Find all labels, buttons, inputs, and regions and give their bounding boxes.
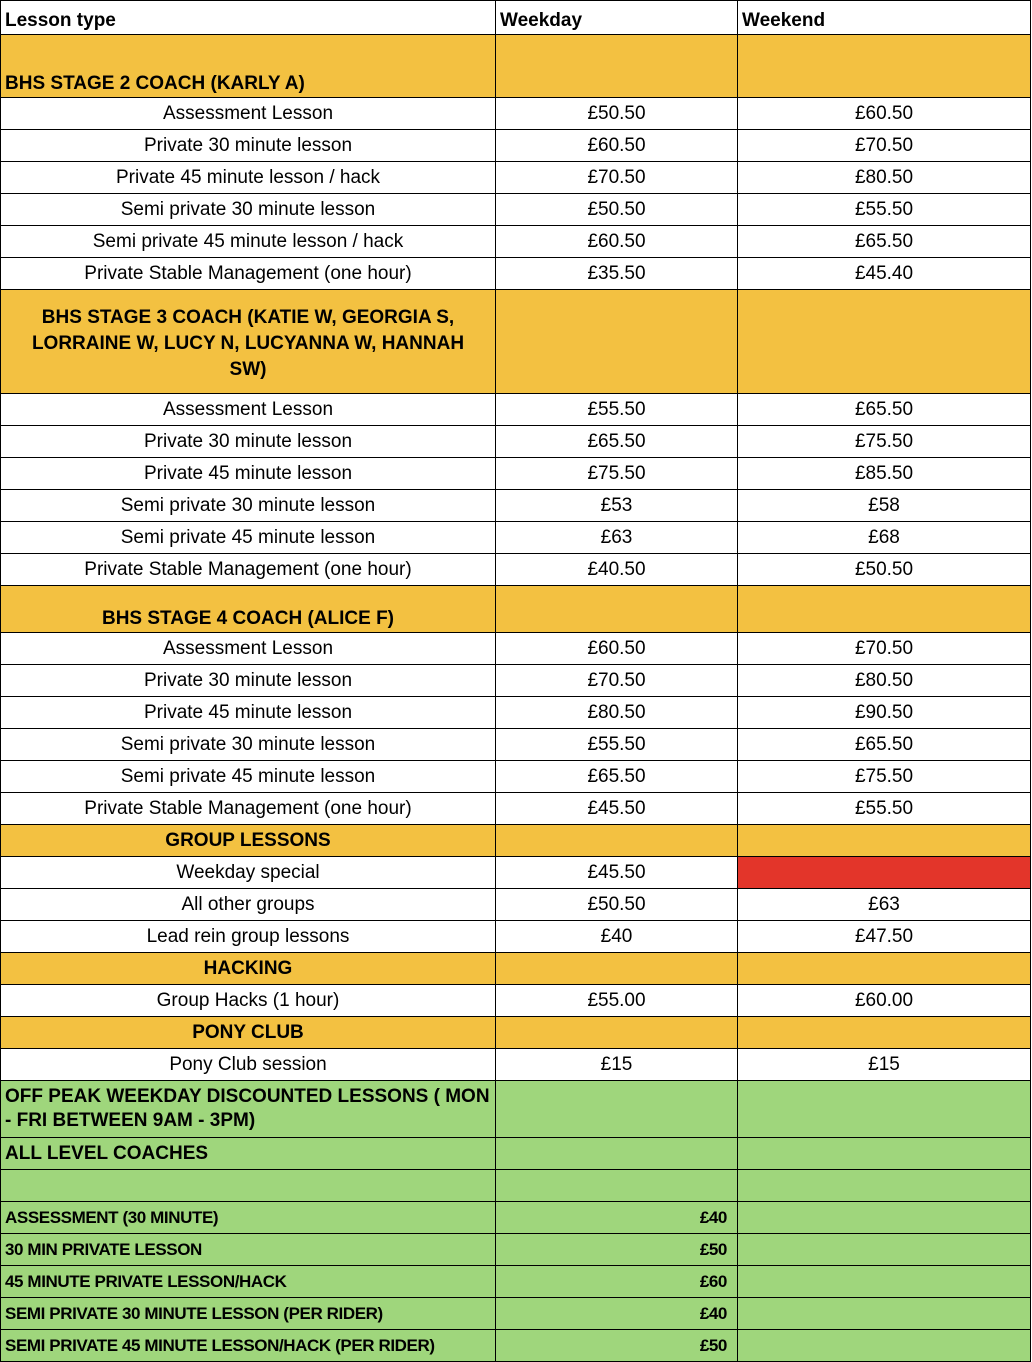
weekend-price-cell[interactable]: £15: [738, 1049, 1031, 1081]
section-weekday-cell[interactable]: [496, 586, 738, 633]
header-weekend[interactable]: Weekend: [738, 1, 1031, 35]
lesson-name-cell[interactable]: Private 30 minute lesson: [1, 426, 496, 458]
table-row: [1, 1234, 1031, 1266]
lesson-name-cell[interactable]: Private 45 minute lesson: [1, 458, 496, 490]
table-row: [1, 522, 1031, 554]
section-header-stage3: [1, 290, 1031, 394]
section-title-offpeak[interactable]: OFF PEAK WEEKDAY DISCOUNTED LESSONS ( MON - FRI BETWEEN 9AM - 3PM): [1, 1081, 496, 1138]
table-row: [1, 130, 1031, 162]
table-row: [1, 697, 1031, 729]
weekday-price-cell[interactable]: £60: [496, 1266, 738, 1298]
lesson-name-cell[interactable]: All other groups: [1, 889, 496, 921]
table-row: [1, 921, 1031, 953]
lesson-name-cell[interactable]: Assessment Lesson: [1, 633, 496, 665]
table-row: [1, 162, 1031, 194]
section-title-group[interactable]: GROUP LESSONS: [1, 825, 496, 857]
section-weekday-cell[interactable]: [496, 290, 738, 394]
weekend-price-cell[interactable]: [738, 1234, 1031, 1266]
weekend-unavailable-cell[interactable]: [738, 857, 1031, 889]
lesson-name-cell[interactable]: 30 MIN PRIVATE LESSON: [1, 1234, 496, 1266]
weekday-price-cell[interactable]: £70.50: [496, 665, 738, 697]
weekday-price-cell[interactable]: £40.50: [496, 554, 738, 586]
lesson-name-cell[interactable]: Private 45 minute lesson / hack: [1, 162, 496, 194]
weekday-price-cell[interactable]: £60.50: [496, 633, 738, 665]
section-header-group: [1, 825, 1031, 857]
table-row: [1, 1330, 1031, 1362]
section-weekend-cell[interactable]: [738, 953, 1031, 985]
lesson-name-cell[interactable]: Assessment Lesson: [1, 98, 496, 130]
section-header-stage4: [1, 586, 1031, 633]
weekend-price-cell[interactable]: £75.50: [738, 761, 1031, 793]
section-weekday-cell[interactable]: [496, 953, 738, 985]
lesson-name-cell[interactable]: Semi private 45 minute lesson / hack: [1, 226, 496, 258]
lesson-name-cell[interactable]: ASSESSMENT (30 MINUTE): [1, 1202, 496, 1234]
weekday-price-cell[interactable]: £80.50: [496, 697, 738, 729]
weekday-price-cell[interactable]: £53: [496, 490, 738, 522]
section-weekday-cell[interactable]: [496, 825, 738, 857]
table-row: [1, 1298, 1031, 1330]
weekend-price-cell[interactable]: £60.00: [738, 985, 1031, 1017]
section-weekday-cell[interactable]: [496, 35, 738, 98]
weekday-price-cell[interactable]: £50: [496, 1330, 738, 1362]
section-weekday-cell[interactable]: [496, 1081, 738, 1138]
table-row: [1, 633, 1031, 665]
lesson-name-cell[interactable]: Assessment Lesson: [1, 394, 496, 426]
table-row: [1, 194, 1031, 226]
section-weekend-cell[interactable]: [738, 1138, 1031, 1170]
table-row: [1, 1202, 1031, 1234]
lesson-name-cell[interactable]: Group Hacks (1 hour): [1, 985, 496, 1017]
lesson-name-cell[interactable]: Semi private 30 minute lesson: [1, 194, 496, 226]
weekend-price-cell[interactable]: £68: [738, 522, 1031, 554]
empty-cell[interactable]: [1, 1170, 496, 1202]
weekday-price-cell[interactable]: £75.50: [496, 458, 738, 490]
lesson-name-cell[interactable]: Semi private 30 minute lesson: [1, 490, 496, 522]
weekday-price-cell[interactable]: £50.50: [496, 194, 738, 226]
header-weekday[interactable]: Weekday: [496, 1, 738, 35]
section-weekend-cell[interactable]: [738, 825, 1031, 857]
weekday-price-cell[interactable]: £60.50: [496, 226, 738, 258]
header-lesson-type[interactable]: Lesson type: [1, 1, 496, 35]
weekday-price-cell[interactable]: £65.50: [496, 761, 738, 793]
section-header-stage2: [1, 35, 1031, 98]
section-header-hacking: [1, 953, 1031, 985]
lesson-name-cell[interactable]: Private 30 minute lesson: [1, 130, 496, 162]
table-row: [1, 729, 1031, 761]
section-title-hacking[interactable]: HACKING: [1, 953, 496, 985]
table-row: [1, 490, 1031, 522]
table-row: [1, 857, 1031, 889]
section-weekend-cell[interactable]: [738, 35, 1031, 98]
lesson-name-cell[interactable]: SEMI PRIVATE 30 MINUTE LESSON (PER RIDER): [1, 1298, 496, 1330]
weekend-price-cell[interactable]: £55.50: [738, 793, 1031, 825]
weekend-price-cell[interactable]: £58: [738, 490, 1031, 522]
lesson-name-cell[interactable]: 45 MINUTE PRIVATE LESSON/HACK: [1, 1266, 496, 1298]
lesson-name-cell[interactable]: Private Stable Management (one hour): [1, 258, 496, 290]
weekday-price-cell[interactable]: £60.50: [496, 130, 738, 162]
section-header-offpeak: [1, 1081, 1031, 1138]
lesson-name-cell[interactable]: Lead rein group lessons: [1, 921, 496, 953]
table-row: [1, 1266, 1031, 1298]
weekend-price-cell[interactable]: £70.50: [738, 130, 1031, 162]
section-weekend-cell[interactable]: [738, 1017, 1031, 1049]
table-row: [1, 665, 1031, 697]
weekend-price-cell[interactable]: £90.50: [738, 697, 1031, 729]
table-row: [1, 258, 1031, 290]
section-title-stage2[interactable]: BHS STAGE 2 COACH (KARLY A): [1, 35, 496, 98]
table-row: [1, 1049, 1031, 1081]
section-header-ponyclub: [1, 1017, 1031, 1049]
section-title-stage3[interactable]: BHS STAGE 3 COACH (KATIE W, GEORGIA S, LORRAINE W, LUCY N, LUCYANNA W, HANNAH SW): [1, 290, 496, 394]
weekend-price-cell[interactable]: £47.50: [738, 921, 1031, 953]
weekday-price-cell[interactable]: £50: [496, 1234, 738, 1266]
weekday-price-cell[interactable]: £50.50: [496, 98, 738, 130]
section-weekend-cell[interactable]: [738, 1081, 1031, 1138]
table-row: [1, 458, 1031, 490]
table-row: [1, 761, 1031, 793]
lesson-name-cell[interactable]: Private 45 minute lesson: [1, 697, 496, 729]
weekend-price-cell[interactable]: £80.50: [738, 665, 1031, 697]
section-weekday-cell[interactable]: [496, 1138, 738, 1170]
weekend-price-cell[interactable]: £60.50: [738, 98, 1031, 130]
lesson-name-cell[interactable]: Pony Club session: [1, 1049, 496, 1081]
weekend-price-cell[interactable]: £80.50: [738, 162, 1031, 194]
section-subheader-offpeak: [1, 1138, 1031, 1170]
weekday-price-cell[interactable]: £35.50: [496, 258, 738, 290]
table-row: [1, 426, 1031, 458]
weekday-price-cell[interactable]: £15: [496, 1049, 738, 1081]
weekday-price-cell[interactable]: £65.50: [496, 426, 738, 458]
weekend-price-cell[interactable]: £85.50: [738, 458, 1031, 490]
lesson-name-cell[interactable]: Semi private 30 minute lesson: [1, 729, 496, 761]
table-row: [1, 98, 1031, 130]
weekend-price-cell[interactable]: £45.40: [738, 258, 1031, 290]
weekday-price-cell[interactable]: £55.50: [496, 729, 738, 761]
header-row: [1, 1, 1031, 35]
empty-row: [1, 1170, 1031, 1202]
weekend-price-cell[interactable]: £65.50: [738, 226, 1031, 258]
table-row: [1, 985, 1031, 1017]
weekday-price-cell[interactable]: £70.50: [496, 162, 738, 194]
lesson-name-cell[interactable]: Private Stable Management (one hour): [1, 554, 496, 586]
weekday-price-cell[interactable]: £45.50: [496, 793, 738, 825]
weekday-price-cell[interactable]: £40: [496, 1202, 738, 1234]
weekday-price-cell[interactable]: £40: [496, 921, 738, 953]
empty-cell[interactable]: [738, 1170, 1031, 1202]
section-weekend-cell[interactable]: [738, 586, 1031, 633]
weekday-price-cell[interactable]: £50.50: [496, 889, 738, 921]
section-title-stage4[interactable]: BHS STAGE 4 COACH (ALICE F): [1, 586, 496, 633]
weekend-price-cell[interactable]: £65.50: [738, 729, 1031, 761]
lesson-name-cell[interactable]: Weekday special: [1, 857, 496, 889]
weekend-price-cell[interactable]: £55.50: [738, 194, 1031, 226]
section-title-ponyclub[interactable]: PONY CLUB: [1, 1017, 496, 1049]
weekday-price-cell[interactable]: £45.50: [496, 857, 738, 889]
weekend-price-cell[interactable]: [738, 1202, 1031, 1234]
lesson-name-cell[interactable]: SEMI PRIVATE 45 MINUTE LESSON/HACK (PER RIDER): [1, 1330, 496, 1362]
weekend-price-cell[interactable]: £63: [738, 889, 1031, 921]
table-row: [1, 554, 1031, 586]
weekday-price-cell[interactable]: £55.50: [496, 394, 738, 426]
weekday-price-cell[interactable]: £40: [496, 1298, 738, 1330]
lesson-name-cell[interactable]: Private 30 minute lesson: [1, 665, 496, 697]
table-row: [1, 226, 1031, 258]
weekend-price-cell[interactable]: [738, 1330, 1031, 1362]
weekday-price-cell[interactable]: £55.00: [496, 985, 738, 1017]
empty-cell[interactable]: [496, 1170, 738, 1202]
weekend-price-cell[interactable]: [738, 1266, 1031, 1298]
section-weekday-cell[interactable]: [496, 1017, 738, 1049]
table-row: [1, 394, 1031, 426]
lesson-name-cell[interactable]: Semi private 45 minute lesson: [1, 522, 496, 554]
table-row: [1, 793, 1031, 825]
section-subtitle-offpeak[interactable]: ALL LEVEL COACHES: [1, 1138, 496, 1170]
weekend-price-cell[interactable]: [738, 1298, 1031, 1330]
section-weekend-cell[interactable]: [738, 290, 1031, 394]
lesson-name-cell[interactable]: Semi private 45 minute lesson: [1, 761, 496, 793]
weekend-price-cell[interactable]: £50.50: [738, 554, 1031, 586]
lesson-name-cell[interactable]: Private Stable Management (one hour): [1, 793, 496, 825]
weekend-price-cell[interactable]: £65.50: [738, 394, 1031, 426]
table-row: [1, 889, 1031, 921]
weekday-price-cell[interactable]: £63: [496, 522, 738, 554]
weekend-price-cell[interactable]: £75.50: [738, 426, 1031, 458]
weekend-price-cell[interactable]: £70.50: [738, 633, 1031, 665]
